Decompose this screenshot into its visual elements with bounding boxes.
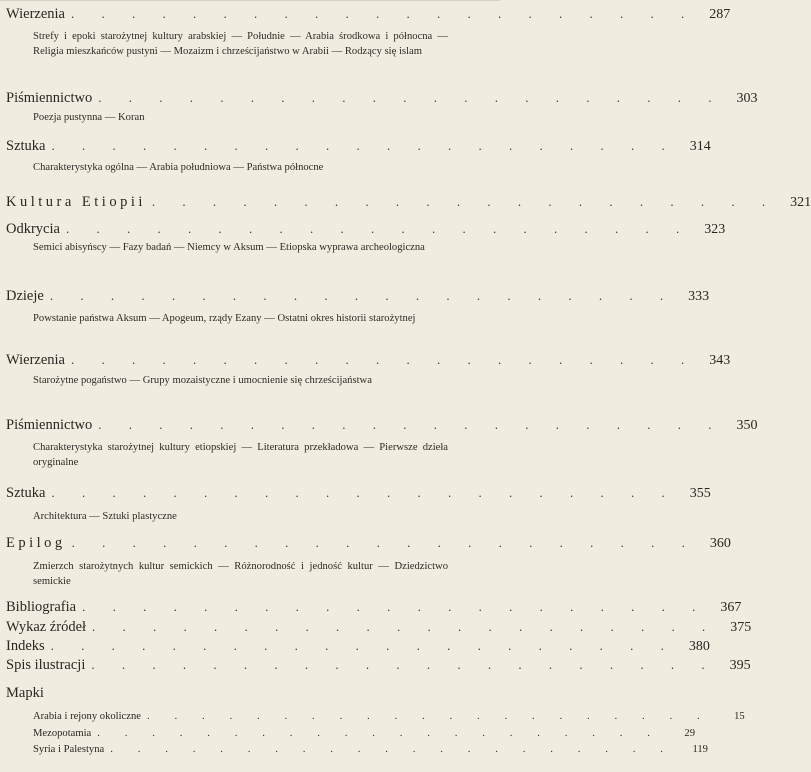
entry-page: 380: [688, 639, 710, 654]
entry-title: Wierzenia: [6, 6, 65, 22]
entry-page: 360: [709, 536, 731, 551]
entry-title: Sztuka: [6, 485, 46, 501]
entry-page: 367: [720, 600, 742, 615]
entry-title: Piśmiennictwo: [6, 417, 93, 433]
toc-entry: [6, 6, 731, 26]
entry-subtopics: Starożytne pogaństwo — Grupy mozaistyczne i umocnienie się chrześcijaństwa: [33, 375, 372, 386]
toc-entry: [6, 221, 726, 241]
toc-entry: [6, 288, 710, 308]
dot-leader: . . . . . . . . . . . . . . . . . . . . .: [49, 288, 676, 303]
map-title: Mezopotamia: [33, 728, 92, 739]
entry-subtopics: Charakterystyka starożytnej kultury etiopskiej — Literatura przekładowa — Pierwsze dzieła oryginalne: [33, 442, 448, 468]
dot-leader: . . . . . . . . . . . . . . . . . . . . .: [51, 138, 677, 153]
toc-entry: [6, 485, 711, 505]
dot-leader: . . . . . . . . . . . . . . . . . . . . .: [70, 352, 697, 367]
map-title: Arabia i rejony okoliczne: [33, 711, 141, 722]
entry-subtopics: Powstanie państwa Aksum — Apogeum, rządy Ezany — Ostatni okres historii starożytnej: [33, 313, 416, 324]
map-page: 15: [734, 711, 745, 722]
entry-title: Dzieje: [6, 288, 44, 304]
entry-title: Indeks: [6, 638, 45, 654]
entry-page: 355: [689, 486, 711, 501]
entry-page: 321: [790, 195, 811, 210]
dot-leader: . . . . . . . . . . . . . . . . . . . . .: [98, 90, 724, 105]
dot-leader: . . . . . . . . . . . . . . . . . . . . .: [151, 194, 778, 209]
entry-title: Wierzenia: [6, 352, 65, 368]
toc-entry: [6, 417, 758, 437]
dot-leader: . . . . . . . . . . . . . . . . . . . . .: [91, 657, 717, 672]
entry-title: Spis ilustracji: [6, 657, 86, 673]
entry-title: Wykaz źródeł: [6, 619, 87, 635]
toc-entry: [6, 638, 710, 658]
entry-subtopics: Poezja pustynna — Koran: [33, 112, 145, 123]
dot-leader: . . . . . . . . . . . . . . . . . . . . .: [70, 6, 697, 21]
map-title: Syria i Palestyna: [33, 744, 105, 755]
dot-leader: . . . . . . . . . . . . . . . . . . . . .: [51, 485, 677, 500]
toc-entry: [6, 599, 742, 619]
entry-page: 343: [709, 353, 731, 368]
dot-leader: . . . . . . . . . . . . . . . . . . . . .: [71, 535, 697, 550]
dot-leader: . . . . . . . . . . . . . . . . . . . . .: [65, 221, 692, 236]
entry-title: Mapki: [6, 685, 44, 701]
entry-page: 303: [736, 91, 758, 106]
entry-title: Epilog: [6, 535, 66, 551]
section-heading: [6, 194, 811, 214]
toc-entry: [6, 657, 751, 677]
toc-entry: [6, 619, 752, 639]
dot-leader: . . . . . . . . . . . . . . . . . . . . .: [82, 599, 708, 614]
entry-page: 314: [689, 139, 711, 154]
toc-entry: [6, 90, 758, 110]
entry-page: 287: [709, 7, 731, 22]
entry-title: Bibliografia: [6, 599, 77, 615]
entry-subtopics: Zmierzch starożytnych kultur semickich — Różnorodność i jedność kultur — Dziedzictwo semickie: [33, 561, 448, 587]
map-page: 29: [684, 728, 695, 739]
map-entry: [33, 743, 708, 763]
toc-entry: [6, 138, 711, 158]
entry-subtopics: Architektura — Sztuki plastyczne: [33, 511, 177, 522]
dot-leader: . . . . . . . . . . . . . . . . . . . . .: [97, 727, 661, 739]
map-page: 119: [692, 744, 708, 755]
section-heading: [6, 535, 731, 555]
entry-title: Piśmiennictwo: [6, 90, 93, 106]
entry-title: Odkrycia: [6, 221, 60, 237]
dot-leader: . . . . . . . . . . . . . . . . . . . . .: [146, 710, 711, 722]
entry-page: 395: [729, 658, 751, 673]
entry-title: Sztuka: [6, 138, 46, 154]
toc-entry: [6, 685, 496, 705]
page-edge: [0, 0, 500, 1]
entry-page: 375: [730, 620, 752, 635]
toc-entry: [6, 352, 731, 372]
dot-leader: . . . . . . . . . . . . . . . . . . . . .: [110, 743, 674, 755]
dot-leader: . . . . . . . . . . . . . . . . . . . . .: [92, 619, 718, 634]
entry-subtopics: Charakterystyka ogólna — Arabia południowa — Państwa północne: [33, 162, 324, 173]
entry-title: Kultura Etiopii: [6, 194, 146, 210]
entry-subtopics: Semici abisyńscy — Fazy badań — Niemcy w Aksum — Etiopska wyprawa archeologiczna: [33, 242, 425, 253]
dot-leader: . . . . . . . . . . . . . . . . . . . . .: [50, 638, 676, 653]
entry-subtopics: Strefy i epoki starożytnej kultury arabskiej — Południe — Arabia środkowa i północna — Religia mieszkańców pustyni — Mozaizm i chrześcijaństwo w Arabii — Rodzący się islam: [33, 31, 448, 57]
entry-page: 333: [688, 289, 710, 304]
entry-page: 323: [704, 222, 726, 237]
entry-page: 350: [736, 418, 758, 433]
dot-leader: . . . . . . . . . . . . . . . . . . . . .: [98, 417, 724, 432]
